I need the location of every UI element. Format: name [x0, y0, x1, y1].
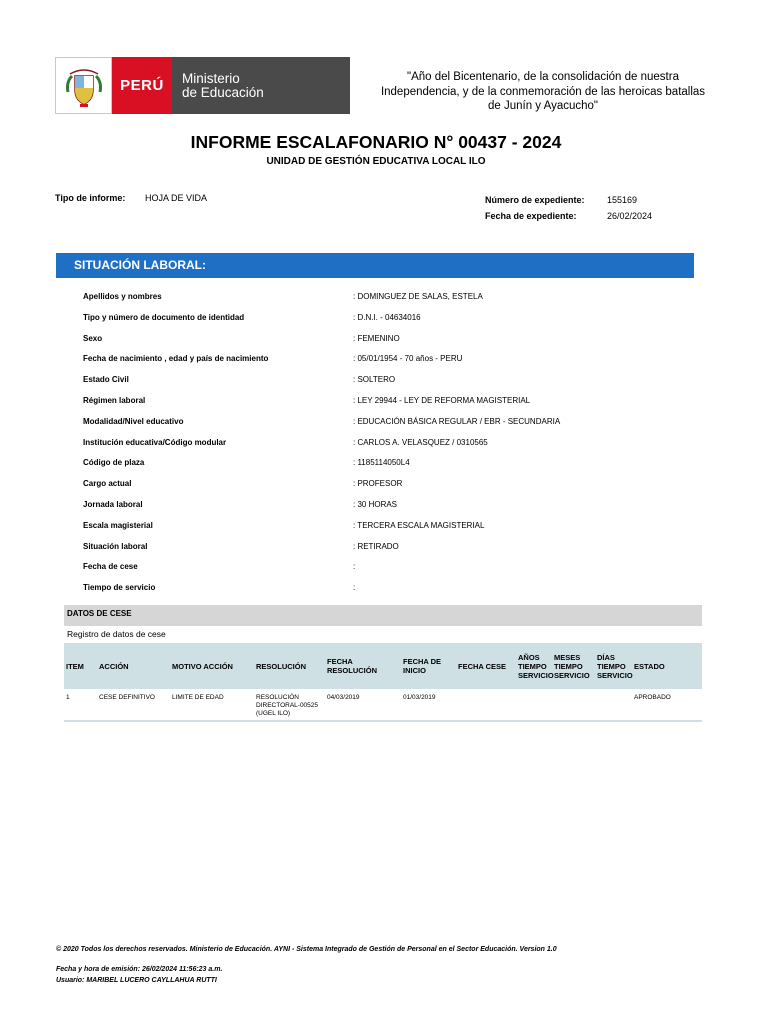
- field-row: [83, 354, 683, 368]
- cese-column-header: MESES TIEMPO SERVICIO: [552, 643, 595, 689]
- field-label: Modalidad/Nivel educativo: [83, 416, 184, 426]
- cese-column-header: RESOLUCIÓN: [254, 643, 325, 689]
- field-value: : PROFESOR: [353, 479, 403, 489]
- field-row: [83, 542, 683, 556]
- table-cell: [552, 689, 595, 721]
- expediente-num-label: Número de expediente:: [485, 195, 585, 205]
- field-label: Situación laboral: [83, 541, 148, 551]
- year-phrase-line2: Independencia, y de la conmemoración de las heroicas batallas: [380, 85, 706, 98]
- field-row: [83, 396, 683, 410]
- year-phrase-line3: de Junín y Ayacucho": [487, 100, 598, 112]
- table-cell: [595, 689, 632, 721]
- field-label: Escala magisterial: [83, 520, 153, 530]
- table-cell: APROBADO: [632, 689, 702, 721]
- cese-column-header: FECHA CESE: [456, 643, 516, 689]
- field-label: Estado Civil: [83, 375, 129, 385]
- year-phrase-line1: "Año del Bicentenario, de la consolidación de nuestra: [407, 71, 679, 83]
- field-value: : 30 HORAS: [353, 500, 398, 509]
- field-row: [83, 313, 683, 327]
- field-value: : D.N.I. - 04634016: [353, 312, 421, 322]
- footer-copyright: © 2020 Todos los derechos reservados. Ministerio de Educación. AYNI - Sistema Integrado de Gestión de Personal en el Sector Educación. Version 1.0: [56, 946, 557, 953]
- field-row: [83, 292, 683, 306]
- cese-column-header: ESTADO: [632, 643, 702, 689]
- field-row: [83, 562, 683, 576]
- cese-column-header: ITEM: [64, 643, 97, 689]
- field-label: Fecha de nacimiento , edad y país de nacimiento: [83, 354, 269, 364]
- year-phrase: [358, 70, 728, 114]
- field-label: Código de plaza: [83, 458, 145, 468]
- tipo-informe-value: HOJA DE VIDA: [145, 193, 208, 203]
- table-cell: [456, 689, 516, 721]
- field-row: [83, 438, 683, 452]
- field-row: [83, 458, 683, 472]
- cese-column-header: AÑOS TIEMPO SERVICIO: [516, 643, 552, 689]
- footer-user: Usuario: MARIBEL LUCERO CAYLLAHUA RUTTI: [56, 977, 217, 984]
- footer-emission: Fecha y hora de emisión: 26/02/2024 11:56:23 a.m.: [56, 966, 223, 973]
- field-value: : RETIRADO: [353, 541, 399, 551]
- cese-column-header: DÍAS TIEMPO SERVICIO: [595, 643, 632, 689]
- tipo-informe-label: Tipo de informe:: [55, 193, 126, 203]
- table-cell: CESE DEFINITIVO: [97, 689, 170, 721]
- field-row: [83, 479, 683, 493]
- situacion-laboral-header: SITUACIÓN LABORAL:: [56, 253, 694, 278]
- field-value: :: [353, 562, 356, 572]
- field-label: Régimen laboral: [83, 396, 146, 405]
- cese-column-header: ACCIÓN: [97, 643, 170, 689]
- cese-table-header: [64, 643, 702, 689]
- cese-column-header: FECHA RESOLUCIÓN: [325, 643, 401, 689]
- table-cell: LIMITE DE EDAD: [170, 689, 254, 721]
- cese-column-header: MOTIVO ACCIÓN: [170, 643, 254, 689]
- field-row: [83, 583, 683, 597]
- logo-ministry-line2: de Educación: [182, 84, 264, 100]
- field-row: [83, 521, 683, 535]
- table-cell: 1: [64, 689, 97, 721]
- report-title: INFORME ESCALAFONARIO N° 00437 - 2024: [190, 132, 562, 152]
- field-label: Tiempo de servicio: [83, 583, 156, 593]
- cese-column-header: FECHA DE INICIO: [401, 643, 456, 689]
- table-cell: 04/03/2019: [325, 689, 401, 721]
- field-label: Apellidos y nombres: [83, 292, 162, 301]
- table-row: [64, 689, 702, 721]
- coat-of-arms-icon: [55, 57, 112, 114]
- field-label: Fecha de cese: [83, 562, 138, 572]
- logo-country: PERÚ: [112, 57, 172, 114]
- table-cell: [516, 689, 552, 721]
- field-value: : LEY 29944 - LEY DE REFORMA MAGISTERIAL: [353, 396, 531, 405]
- field-label: Cargo actual: [83, 479, 132, 489]
- minedu-logo: [55, 57, 350, 114]
- report-subtitle: UNIDAD DE GESTIÓN EDUCATIVA LOCAL ILO: [266, 156, 486, 167]
- field-label: Tipo y número de documento de identidad: [83, 312, 245, 322]
- logo-ministry: [172, 57, 350, 114]
- field-row: [83, 375, 683, 389]
- field-label: Institución educativa/Código modular: [83, 437, 227, 447]
- field-value: : EDUCACIÓN BÁSICA REGULAR / EBR - SECUNDARIA: [353, 416, 561, 426]
- table-cell: 01/03/2019: [401, 689, 456, 721]
- expediente-fecha-value: 26/02/2024: [607, 211, 653, 221]
- field-row: [83, 500, 683, 514]
- field-label: Jornada laboral: [83, 500, 143, 509]
- expediente-num-value: 155169: [607, 195, 638, 205]
- field-value: : FEMENINO: [353, 333, 400, 343]
- field-label: Sexo: [83, 333, 103, 343]
- field-value: : 05/01/1954 - 70 años - PERU: [353, 354, 463, 364]
- cese-table-body: [64, 689, 702, 721]
- field-value: : 1185114050L4: [353, 458, 410, 468]
- datos-cese-subtitle: Registro de datos de cese: [67, 629, 166, 639]
- field-value: :: [353, 583, 356, 593]
- field-value: : SOLTERO: [353, 375, 396, 385]
- logo-ministry-line1: Ministerio: [182, 70, 240, 86]
- expediente-fecha-label: Fecha de expediente:: [485, 211, 577, 221]
- field-value: : CARLOS A. VELASQUEZ / 0310565: [353, 437, 488, 447]
- cese-table: [64, 643, 702, 722]
- field-value: : DOMINGUEZ DE SALAS, ESTELA: [353, 292, 483, 301]
- field-row: [83, 417, 683, 431]
- datos-cese-header: DATOS DE CESE: [64, 605, 702, 626]
- field-value: : TERCERA ESCALA MAGISTERIAL: [353, 520, 485, 530]
- table-cell: RESOLUCIÓN DIRECTORAL-00525 (UGEL ILO): [254, 689, 325, 721]
- field-row: [83, 334, 683, 348]
